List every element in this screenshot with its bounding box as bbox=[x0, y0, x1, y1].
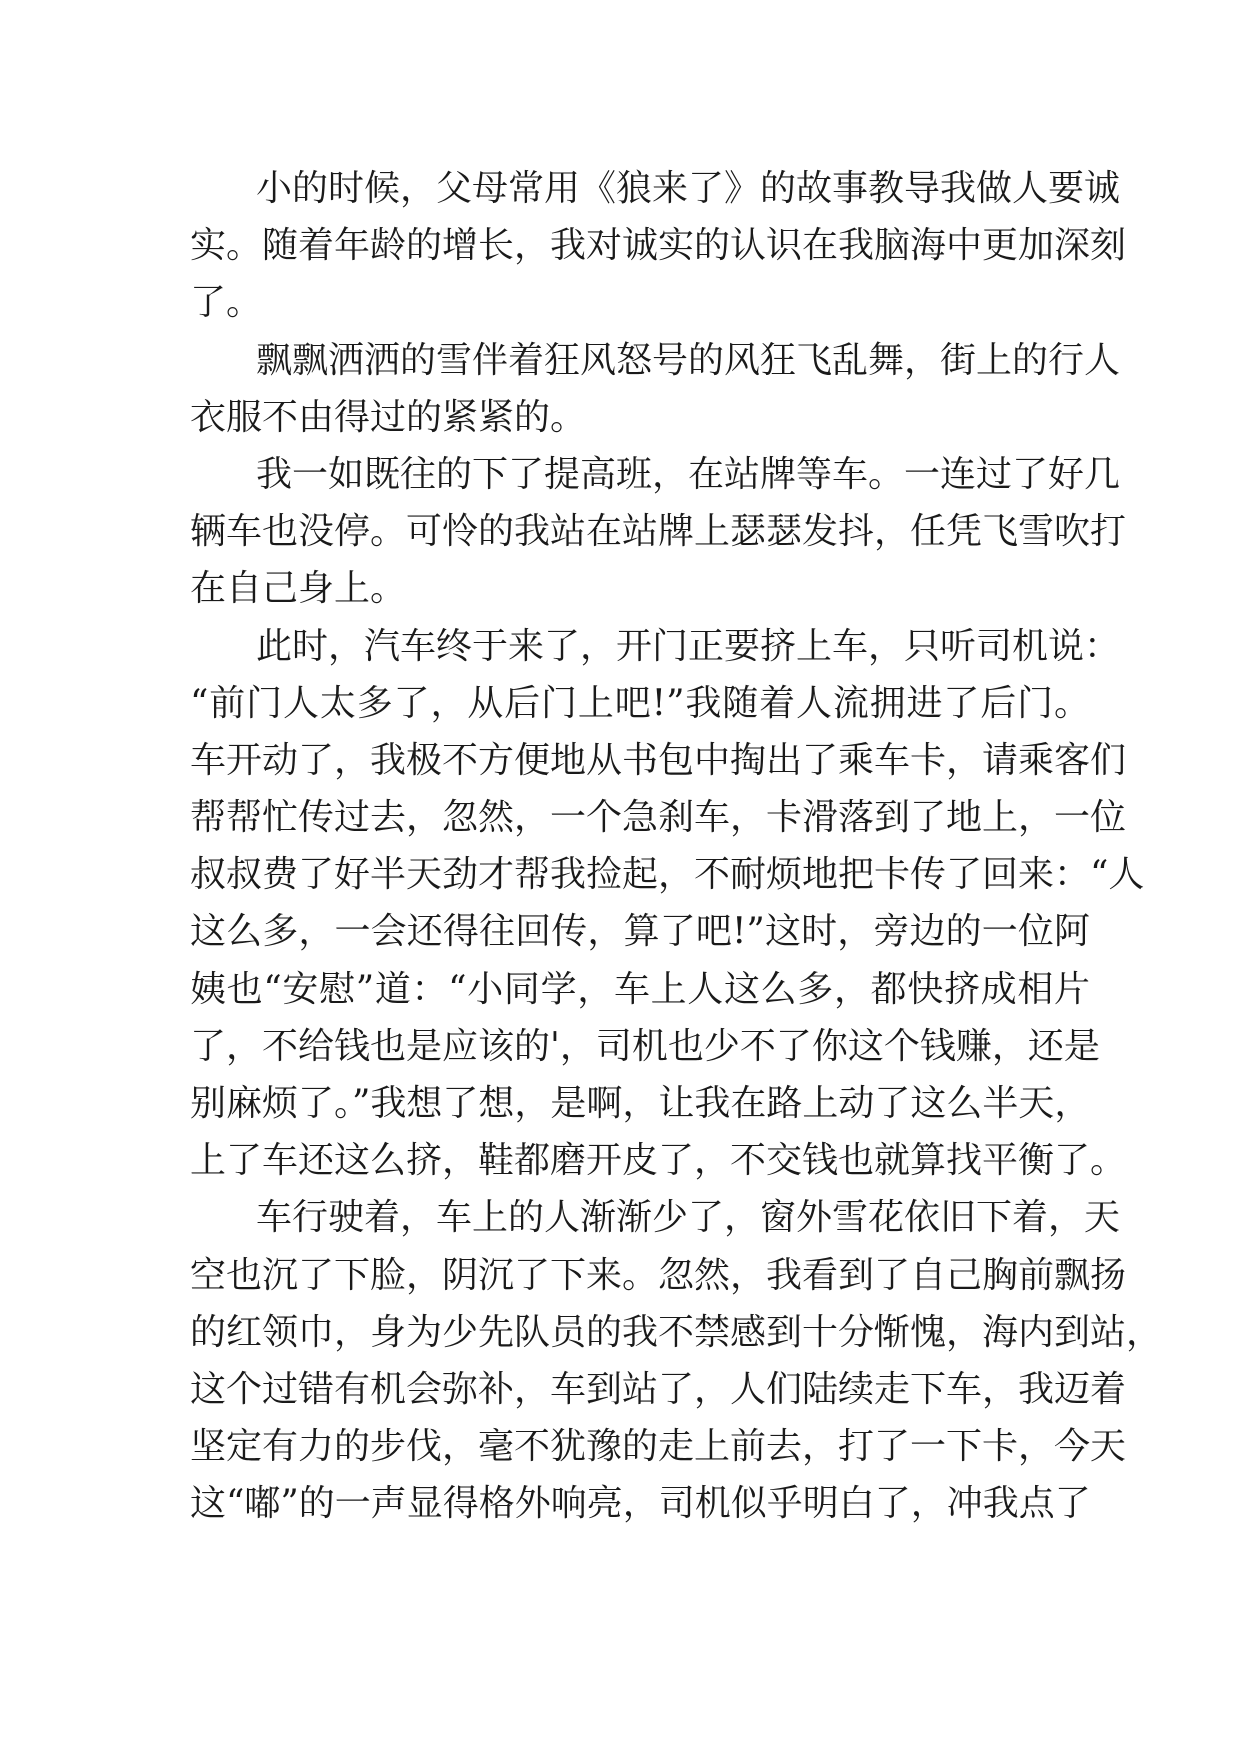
text-line: 帮帮忙传过去，忽然，一个急刹车，卡滑落到了地上，一位 bbox=[190, 797, 1127, 839]
text-line: 空也沉了下脸，阴沉了下来。忽然，我看到了自己胸前飘扬 bbox=[190, 1254, 1127, 1296]
text-line: 了，不给钱也是应该的'，司机也少不了你这个钱赚，还是 bbox=[190, 1025, 1100, 1067]
text-line: 辆车也没停。可怜的我站在站牌上瑟瑟发抖，任凭飞雪吹打 bbox=[190, 511, 1127, 553]
text-line: 姨也“安慰”道：“小同学，车上人这么多，都快挤成相片 bbox=[190, 968, 1090, 1010]
paragraph bbox=[190, 160, 1127, 332]
text-line: 了。 bbox=[190, 282, 263, 324]
text-line: 的红领巾，身为少先队员的我不禁感到十分惭愧，海内到站， bbox=[190, 1311, 1163, 1353]
text-line: 车开动了，我极不方便地从书包中掏出了乘车卡，请乘客们 bbox=[190, 739, 1127, 781]
text-line: 飘飘洒洒的雪伴着狂风怒号的风狂飞乱舞，街上的行人 bbox=[256, 339, 1121, 381]
text-line: 叔叔费了好半天劲才帮我捡起，不耐烦地把卡传了回来：“人 bbox=[190, 854, 1145, 896]
text-line: “前门人太多了，从后门上吧!”我随着人流拥进了后门。 bbox=[190, 682, 1090, 724]
text-line: 坚定有力的步伐，毫不犹豫的走上前去，打了一下卡，今天 bbox=[190, 1426, 1127, 1468]
text-line: 小的时候，父母常用《狼来了》的故事教导我做人要诚 bbox=[256, 168, 1121, 209]
paragraph bbox=[190, 618, 1145, 1190]
document-body bbox=[190, 160, 1163, 1533]
text-line: 此时，汽车终于来了，开门正要挤上车，只听司机说： bbox=[256, 625, 1121, 667]
text-line: 上了车还这么挤，鞋都磨开皮了，不交钱也就算找平衡了。 bbox=[190, 1140, 1127, 1182]
text-line: 在自己身上。 bbox=[190, 568, 407, 610]
text-line: 这么多，一会还得往回传，算了吧!”这时，旁边的一位阿 bbox=[190, 911, 1090, 953]
text-line: 实。随着年龄的增长，我对诚实的认识在我脑海中更加深刻 bbox=[190, 225, 1127, 267]
paragraph bbox=[190, 1189, 1163, 1532]
text-line: 这个过错有机会弥补，车到站了，人们陆续走下车，我迈着 bbox=[190, 1368, 1127, 1410]
text-line: 衣服不由得过的紧紧的。 bbox=[190, 396, 587, 438]
paragraph bbox=[190, 332, 1121, 446]
text-line: 车行驶着，车上的人渐渐少了，窗外雪花依旧下着，天 bbox=[256, 1197, 1121, 1239]
text-line: 别麻烦了。”我想了想，是啊，让我在路上动了这么半天， bbox=[190, 1083, 1091, 1124]
text-line: 这“嘟”的一声显得格外响亮，司机似乎明白了，冲我点了 bbox=[190, 1483, 1091, 1525]
text-line: 我一如既往的下了提高班，在站牌等车。一连过了好几 bbox=[256, 453, 1121, 495]
paragraph bbox=[190, 446, 1127, 618]
